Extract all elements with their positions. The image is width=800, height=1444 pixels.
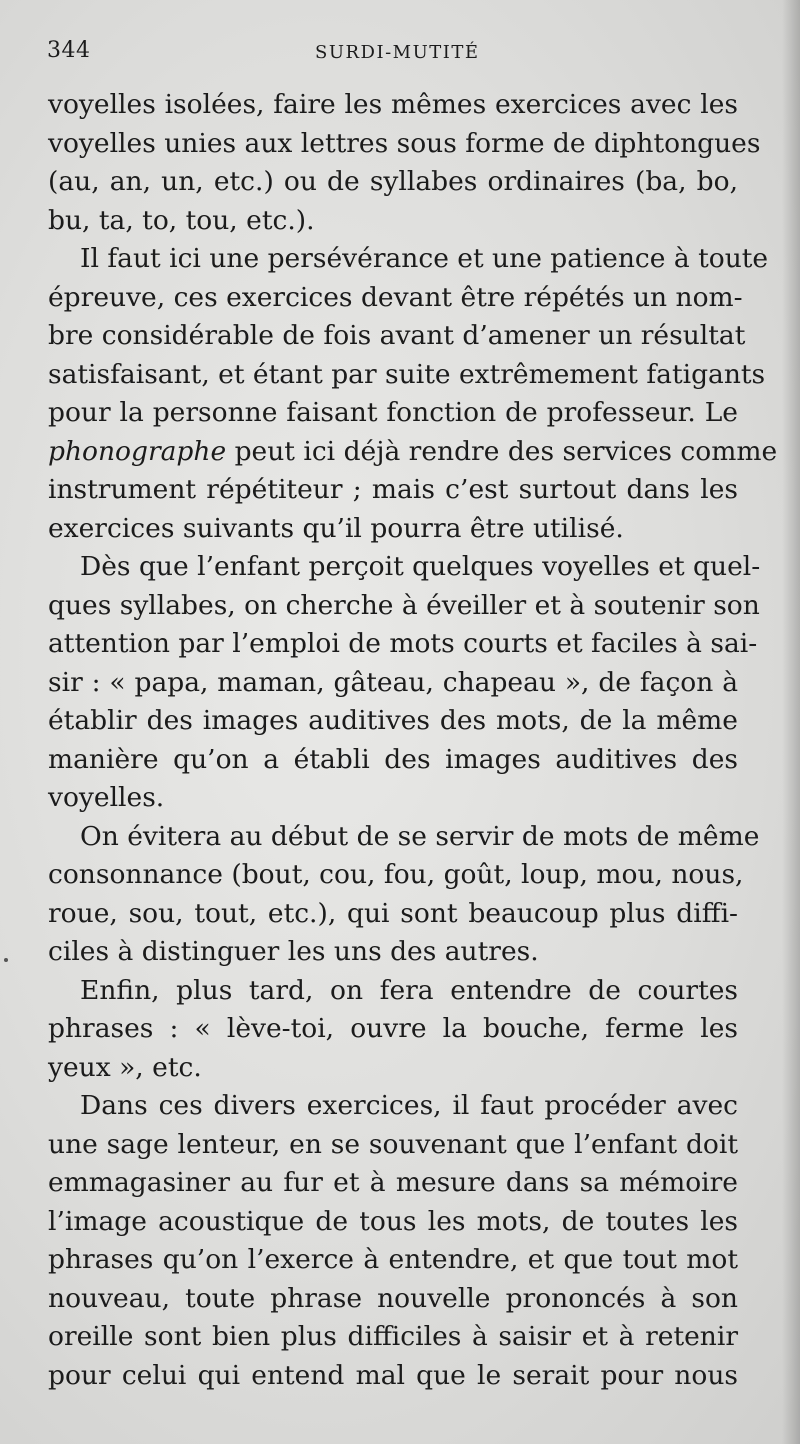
italic-word: phonographe — [48, 435, 227, 467]
text-line: (au, an, un, etc.) ou de syllabes ordinaires (ba, bo, — [48, 166, 738, 197]
text-line: une sage lenteur, en se souvenant que l’enfant doit — [48, 1128, 738, 1160]
text-line: consonnance (bout, cou, fou, goût, loup, mou, nous, — [48, 859, 744, 890]
text-line: roue, sou, tout, etc.), qui sont beaucoup plus diffi- — [48, 897, 738, 929]
running-head — [47, 34, 747, 74]
text-line: phrases : « lève-toi, ouvre la bouche, ferme les — [48, 1013, 738, 1044]
text-line: bre considérable de fois avant d’amener un résultat — [48, 320, 746, 351]
text-line: exercices suivants qu’il pourra être utilisé. — [48, 512, 624, 544]
text-line: Dès que l’enfant perçoit quelques voyelles et quel- — [80, 551, 761, 582]
text-line: voyelles. — [48, 782, 165, 813]
text-line: manière qu’on a établi des images auditives des — [48, 743, 738, 775]
running-title: SURDI-MUTITÉ — [315, 42, 480, 63]
text-line: pour la personne faisant fonction de professeur. Le — [48, 397, 738, 428]
text-line: On évitera au début de se servir de mots de même — [80, 820, 760, 852]
text-line: nouveau, toute phrase nouvelle prononcés à son — [48, 1282, 738, 1314]
text-line: bu, ta, to, tou, etc.). — [48, 204, 315, 236]
text-line: voyelles unies aux lettres sous forme de diphtongues — [48, 127, 761, 159]
text-line: yeux », etc. — [48, 1051, 202, 1083]
text-line: sir : « papa, maman, gâteau, chapeau », de façon à — [48, 666, 738, 698]
text-line: Il faut ici une persévérance et une patience à toute — [80, 243, 769, 274]
text-line: l’image acoustique de tous les mots, de toutes les — [48, 1205, 738, 1237]
text-line: oreille sont bien plus difficiles à saisir et à retenir — [48, 1321, 738, 1352]
text-line: établir des images auditives des mots, de la même — [48, 705, 738, 736]
text-line: ques syllabes, on cherche à éveiller et à soutenir son — [48, 589, 760, 621]
text-line: satisfaisant, et étant par suite extrêmement fatigants — [48, 358, 766, 390]
text-line: épreuve, ces exercices devant être répétés un nom- — [48, 281, 743, 313]
text-line: instrument répétiteur ; mais c’est surtout dans les — [48, 474, 738, 505]
body-text — [48, 86, 778, 1395]
text-line: phrases qu’on l’exerce à entendre, et que tout mot — [48, 1244, 738, 1275]
text-line-with-italic — [48, 433, 778, 472]
text-line: pour celui qui entend mal que le serait pour nous — [48, 1359, 738, 1391]
text-line: ciles à distinguer les uns des autres. — [48, 936, 539, 967]
text-line: voyelles isolées, faire les mêmes exercices avec les — [48, 89, 738, 120]
margin-speck — [4, 958, 8, 962]
page-number: 344 — [47, 38, 91, 63]
line-remainder: peut ici déjà rendre des services comme — [226, 435, 778, 467]
text-line: Dans ces divers exercices, il faut procéder avec — [80, 1090, 738, 1121]
text-line: attention par l’emploi de mots courts et faciles à sai- — [48, 628, 758, 659]
text-line: emmagasiner au fur et à mesure dans sa mémoire — [48, 1167, 738, 1198]
text-line: Enfin, plus tard, on fera entendre de courtes — [80, 974, 738, 1006]
